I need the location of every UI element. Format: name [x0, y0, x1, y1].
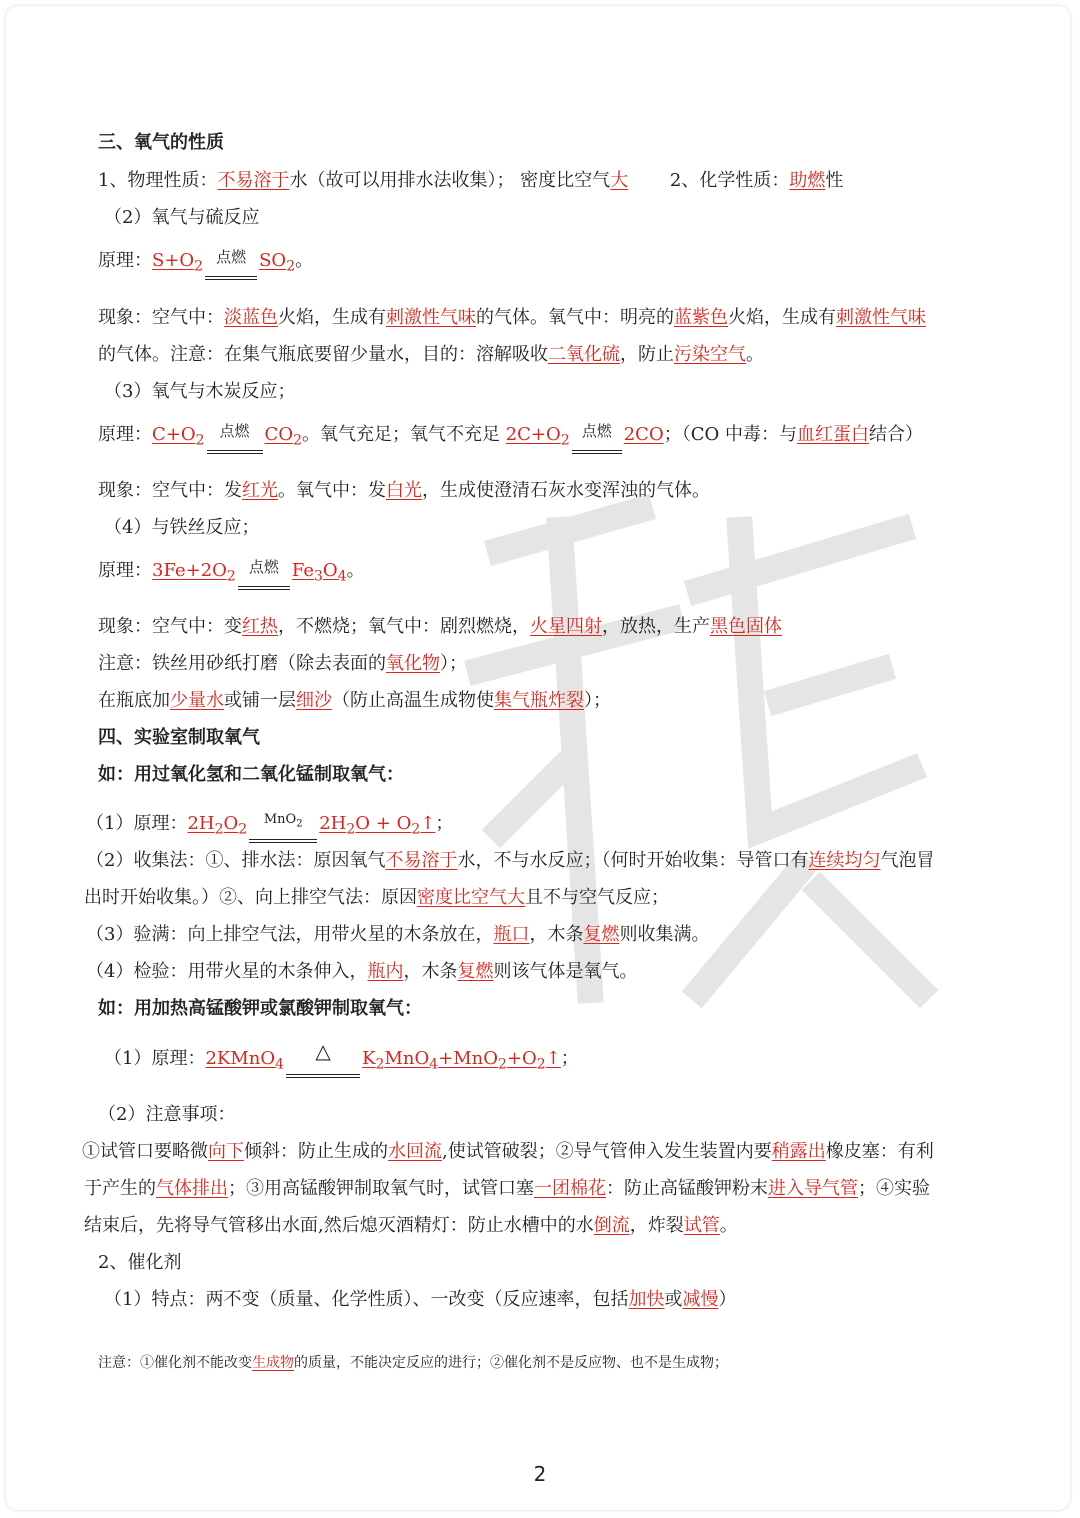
check-full: （3）验满：向上排空气法，用带火星的木条放在，瓶口，木条复燃则收集满。 — [86, 924, 710, 945]
iron-heading: （4）与铁丝反应； — [104, 517, 260, 538]
precautions-heading: （2）注意事项： — [98, 1104, 236, 1125]
page-frame — [6, 6, 1070, 1510]
sulfur-equation: 原理：$S+O_2$ 点燃 $SO_2$。 — [98, 248, 990, 280]
precaution-1: ①试管口要略微向下倾斜：防止生成的水回流,使试管破裂；②导气管伸入发生装置内要稍露出橡皮塞：有利 — [82, 1141, 934, 1162]
sulfur-phenomenon-1: 现象：空气中：淡蓝色火焰，生成有刺激性气味的气体。氧气中：明亮的蓝紫色火焰，生成有刺激性气味 — [98, 307, 926, 328]
catalyst-note: 注意：①催化剂不能改变生成物的质量，不能决定反应的进行；②催化剂不是反应物、也不是生成物； — [98, 1355, 728, 1371]
sulfur-heading: （2）氧气与硫反应 — [104, 207, 260, 228]
carbon-phenomenon: 现象：空气中：发红光。氧气中：发白光，生成使澄清石灰水变浑浊的气体。 — [98, 480, 710, 501]
page-number: 2 — [533, 1462, 547, 1486]
kmno4-heading: 如：用加热高锰酸钾或氯酸钾制取氧气： — [98, 998, 422, 1019]
precaution-2: 于产生的气体排出；③用高锰酸钾制取氧气时，试管口塞一团棉花：防止高锰酸钾粉末进入导气管；④实验 — [84, 1178, 930, 1199]
kmno4-equation: （1）原理：2KMnO$_4$ △ $K_2MnO_4+MnO_2+O_2↑$； — [104, 1046, 990, 1078]
collection-method-1: （2）收集法：①、排水法：原因氧气不易溶于水，不与水反应；（何时开始收集：导管口有连续均匀气泡冒 — [86, 850, 935, 871]
h2o2-equation: （1）原理：$2H_2O_2$ MnO$_2$ $2H_2O$ + $O_2↑$； — [86, 811, 990, 843]
physical-properties-line: 1、物理性质：不易溶于水（故可以用排水法收集）； 密度比空气大 2、化学性质：助燃性 — [98, 170, 844, 191]
sulfur-phenomenon-2: 的气体。注意：在集气瓶底要留少量水，目的：溶解吸收二氧化硫，防止污染空气。 — [98, 344, 764, 365]
carbon-heading: （3）氧气与木炭反应； — [104, 381, 296, 402]
iron-note-1: 注意：铁丝用砂纸打磨（除去表面的氧化物）； — [98, 653, 467, 674]
h2o2-heading: 如：用过氧化氢和二氧化锰制取氧气： — [98, 764, 404, 785]
collection-method-2: 出时开始收集。）②、向上排空气法：原因密度比空气大且不与空气反应； — [84, 887, 669, 908]
inspection: （4）检验：用带火星的木条伸入，瓶内，木条复燃则该气体是氧气。 — [86, 961, 638, 982]
catalyst-features: （1）特点：两不变（质量、化学性质）、一改变（反应速率，包括加快或减慢） — [104, 1289, 737, 1310]
iron-note-2: 在瓶底加少量水或铺一层细沙（防止高温生成物使集气瓶炸裂）； — [98, 690, 611, 711]
section4-title: 四、实验室制取氧气 — [98, 727, 260, 748]
precaution-3: 结束后，先将导气管移出水面,然后熄灭酒精灯：防止水槽中的水倒流，炸裂试管。 — [84, 1215, 738, 1236]
catalyst-heading: 2、催化剂 — [98, 1252, 182, 1273]
carbon-equation: 原理：$C+O_2$ 点燃 $CO_2$。氧气充足；氧气不充足 $2C+O_2$ 点燃 2CO；（CO 中毒：与血红蛋白结合） — [98, 422, 990, 454]
iron-phenomenon: 现象：空气中：变红热，不燃烧；氧气中：剧烈燃烧，火星四射，放热，生产黑色固体 — [98, 616, 782, 637]
section3-title: 三、氧气的性质 — [98, 132, 224, 153]
iron-equation: 原理：$3Fe+2O_2$ 点燃 $Fe_3O_4$。 — [98, 558, 990, 590]
